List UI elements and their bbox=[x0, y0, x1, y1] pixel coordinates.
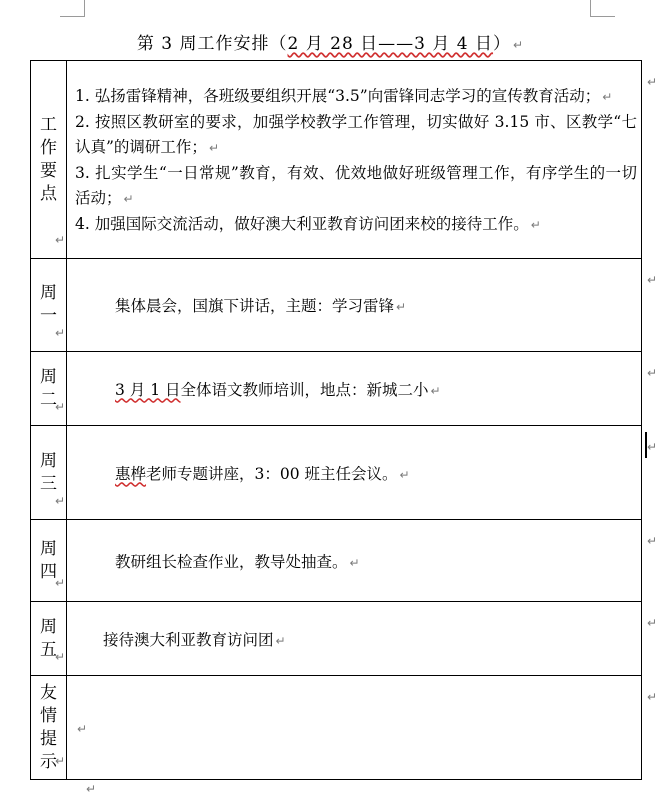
day-content-cell[interactable] bbox=[67, 520, 657, 602]
table-row-thursday bbox=[31, 520, 642, 602]
day-content-cell[interactable] bbox=[67, 426, 657, 520]
day-content-cell[interactable] bbox=[67, 602, 657, 676]
paragraph-mark: ↵ bbox=[396, 300, 407, 314]
paragraph-mark: ↵ bbox=[54, 494, 65, 508]
row-end-mark: ↵ bbox=[646, 440, 657, 454]
key-point-item: 3. 扎实学生“一日常规”教育，有效、优效地做好班级管理工作，有序学生的一切活动； ↵ bbox=[75, 163, 637, 207]
row-end-mark: ↵ bbox=[646, 534, 657, 548]
crop-mark-top-right bbox=[590, 0, 615, 17]
row-end-mark: ↵ bbox=[646, 75, 657, 89]
reminder-label: 友情提示 bbox=[39, 682, 57, 772]
paragraph-mark: ↵ bbox=[399, 467, 410, 482]
row-label-cell bbox=[31, 676, 67, 780]
paragraph-mark: ↵ bbox=[275, 633, 286, 648]
reminder-content-cell[interactable] bbox=[67, 676, 657, 780]
day-label: 周三 bbox=[39, 450, 57, 494]
paragraph-mark: ↵ bbox=[349, 555, 360, 570]
key-points-label: 工作要点 bbox=[39, 114, 57, 204]
paragraph-mark: ↵ bbox=[77, 721, 88, 736]
day-text bbox=[67, 719, 641, 737]
paragraph-mark: ↵ bbox=[54, 650, 65, 664]
row-label-cell bbox=[31, 602, 67, 676]
day-label: 周四 bbox=[39, 538, 57, 582]
paragraph-mark: ↵ bbox=[208, 140, 219, 155]
day-text: 接待澳大利亚教育访问团 ↵ bbox=[103, 630, 286, 649]
paragraph-mark: ↵ bbox=[123, 191, 134, 206]
key-points-cell[interactable] bbox=[67, 61, 657, 259]
day-content-cell[interactable] bbox=[67, 352, 657, 426]
table-row-key-points bbox=[31, 61, 642, 259]
row-end-mark: ↵ bbox=[646, 273, 657, 287]
table-row-monday bbox=[31, 259, 642, 352]
paragraph-mark: ↵ bbox=[530, 217, 541, 232]
row-end-mark: ↵ bbox=[646, 690, 657, 704]
paragraph-mark: ↵ bbox=[430, 383, 441, 398]
paragraph-mark: ↵ bbox=[54, 326, 65, 340]
row-label-cell bbox=[31, 352, 67, 426]
day-label: 周二 bbox=[39, 366, 57, 410]
row-end-mark: ↵ bbox=[646, 616, 657, 630]
day-content-cell[interactable] bbox=[67, 259, 657, 352]
key-point-item: 4. 加强国际交流活动，做好澳大利亚教育访问团来校的接待工作。 ↵ bbox=[75, 214, 541, 233]
crop-mark-top-left bbox=[60, 0, 85, 17]
row-label-cell bbox=[31, 259, 67, 352]
paragraph-mark: ↵ bbox=[513, 38, 525, 52]
day-text: 惠桦老师专题讲座，3：00 班主任会议。 ↵ bbox=[115, 464, 410, 483]
day-label: 周一 bbox=[39, 283, 57, 326]
table-row-reminder bbox=[31, 676, 642, 780]
paragraph-mark: ↵ bbox=[602, 89, 613, 104]
paragraph-mark: ↵ bbox=[54, 754, 65, 768]
day-text: 3 月 1 日全体语文教师培训，地点：新城二小 ↵ bbox=[115, 380, 441, 399]
row-label-cell bbox=[31, 520, 67, 602]
document-end-mark: ↵ bbox=[86, 782, 97, 796]
title-date-range: 2 月 28 日——3 月 4 日 bbox=[287, 34, 494, 54]
table-row-tuesday bbox=[31, 352, 642, 426]
row-label-cell bbox=[31, 426, 67, 520]
day-text: 集体晨会，国旗下讲话，主题：学习雷锋 ↵ bbox=[115, 297, 407, 315]
key-point-item: 2. 按照区教研室的要求，加强学校教学工作管理，切实做好 3.15 市、区教学“七认真”的调研工作； ↵ bbox=[75, 112, 637, 156]
paragraph-mark: ↵ bbox=[54, 233, 65, 247]
key-point-item: 1. 弘扬雷锋精神，各班级要组织开展“3.5”向雷锋同志学习的宣传教育活动； ↵ bbox=[75, 86, 613, 105]
text-cursor bbox=[645, 432, 647, 458]
day-text: 教研组长检查作业，教导处抽查。 ↵ bbox=[115, 552, 360, 571]
paragraph-mark: ↵ bbox=[54, 400, 65, 414]
table-row-wednesday bbox=[31, 426, 642, 520]
title-suffix: ） bbox=[493, 34, 512, 54]
table-row-friday bbox=[31, 602, 642, 676]
key-points-list bbox=[67, 72, 641, 248]
page-title bbox=[0, 29, 661, 54]
paragraph-mark: ↵ bbox=[54, 576, 65, 590]
row-end-mark: ↵ bbox=[646, 366, 657, 380]
day-label: 周五 bbox=[39, 616, 57, 660]
row-label-cell bbox=[31, 61, 67, 259]
title-prefix: 第 3 周工作安排（ bbox=[136, 34, 288, 54]
schedule-table bbox=[30, 60, 657, 780]
